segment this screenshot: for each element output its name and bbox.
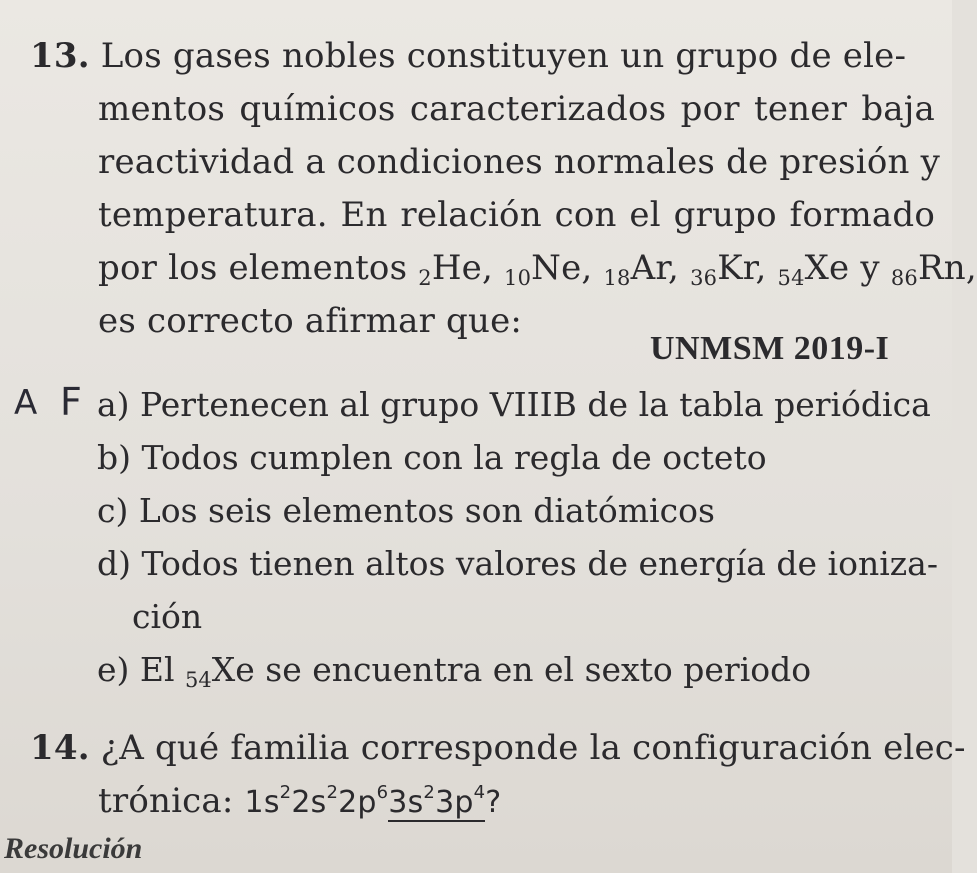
element-symbol: Xe [211, 650, 255, 689]
question-mark: ? [485, 785, 502, 820]
answer-options [97, 378, 937, 696]
element-ne [504, 248, 581, 288]
orbital: 2p [338, 785, 377, 820]
orbital: 3p [435, 785, 474, 820]
option-e-suffix: se encuentra en el sexto periodo [254, 650, 812, 689]
orbital: 3s [388, 785, 424, 820]
element-symbol: Xe [804, 248, 850, 288]
atomic-number: 10 [504, 266, 532, 290]
atomic-number: 36 [690, 266, 718, 290]
atomic-number: 18 [603, 266, 631, 290]
atomic-number: 54 [185, 668, 212, 692]
element-symbol: He [431, 248, 482, 288]
problem-14-text-1: ¿A qué familia corresponde la configuración elec- [100, 728, 966, 768]
element-he [418, 248, 482, 288]
option-d-continuation: ción [132, 597, 203, 636]
problem-14-line-1 [30, 722, 966, 775]
orbital-exponent: 2 [279, 782, 292, 803]
handwritten-f-mark: F [60, 380, 82, 424]
problem-13-number: 13. [30, 36, 90, 76]
problem-13-line-4: temperatura. En relación con el grupo formado [98, 195, 935, 235]
element-symbol: Kr [717, 248, 756, 288]
element-symbol: Rn [917, 248, 966, 288]
problem-13-line-5 [30, 242, 977, 295]
atomic-number: 2 [418, 266, 432, 290]
problem-14-text-2: trónica: [98, 781, 245, 821]
atomic-number: 86 [890, 266, 918, 290]
exam-source: UNMSM 2019-I [650, 330, 890, 367]
problem-14-line-2 [30, 775, 935, 828]
electron-configuration [244, 782, 502, 820]
option-e [97, 643, 937, 696]
option-e-prefix: e) El [97, 650, 186, 689]
problem-13 [30, 30, 977, 348]
problem-13-line-1 [30, 30, 935, 83]
separator: , [755, 248, 778, 288]
separator: , [581, 248, 604, 288]
problem-13-line-2: mentos químicos caracterizados por tener baja [98, 89, 935, 129]
option-a: a) Pertenecen al grupo VIIIB de la tabla periódica [97, 385, 931, 424]
handwritten-a-mark: A [14, 383, 38, 423]
element-symbol: Ar [630, 248, 669, 288]
separator: , [482, 248, 505, 288]
problem-13-line-6: es correcto afirmar que: [98, 301, 523, 341]
element-symbol: Ne [531, 248, 582, 288]
separator: , [965, 248, 977, 288]
separator: , [668, 248, 691, 288]
option-d: d) Todos tienen altos valores de energía de ioniza- [97, 544, 939, 583]
orbital-exponent: 6 [376, 782, 389, 803]
problem-13-text-1: Los gases nobles constituyen un grupo de ele- [100, 36, 907, 76]
option-b: b) Todos cumplen con la regla de octeto [97, 438, 767, 477]
problem-13-line-3: reactividad a condiciones normales de presión y [98, 142, 941, 182]
element-rn [891, 248, 966, 288]
atomic-number: 54 [777, 266, 805, 290]
element-kr [690, 248, 755, 288]
separator: y [849, 248, 891, 288]
orbital: 1s [244, 785, 280, 820]
orbital-exponent: 2 [326, 782, 339, 803]
valence-shell-underline [388, 782, 486, 822]
orbital-exponent: 2 [423, 782, 436, 803]
orbital-exponent: 4 [473, 782, 486, 803]
element-xe [778, 248, 850, 288]
orbital: 2s [291, 785, 327, 820]
problem-14-number: 14. [30, 728, 90, 768]
resolution-heading: Resolución [4, 832, 143, 865]
option-c: c) Los seis elementos son diatómicos [97, 491, 715, 530]
problem-14 [30, 722, 966, 828]
element-ar [603, 248, 668, 288]
elements-intro: por los elementos [98, 248, 419, 288]
